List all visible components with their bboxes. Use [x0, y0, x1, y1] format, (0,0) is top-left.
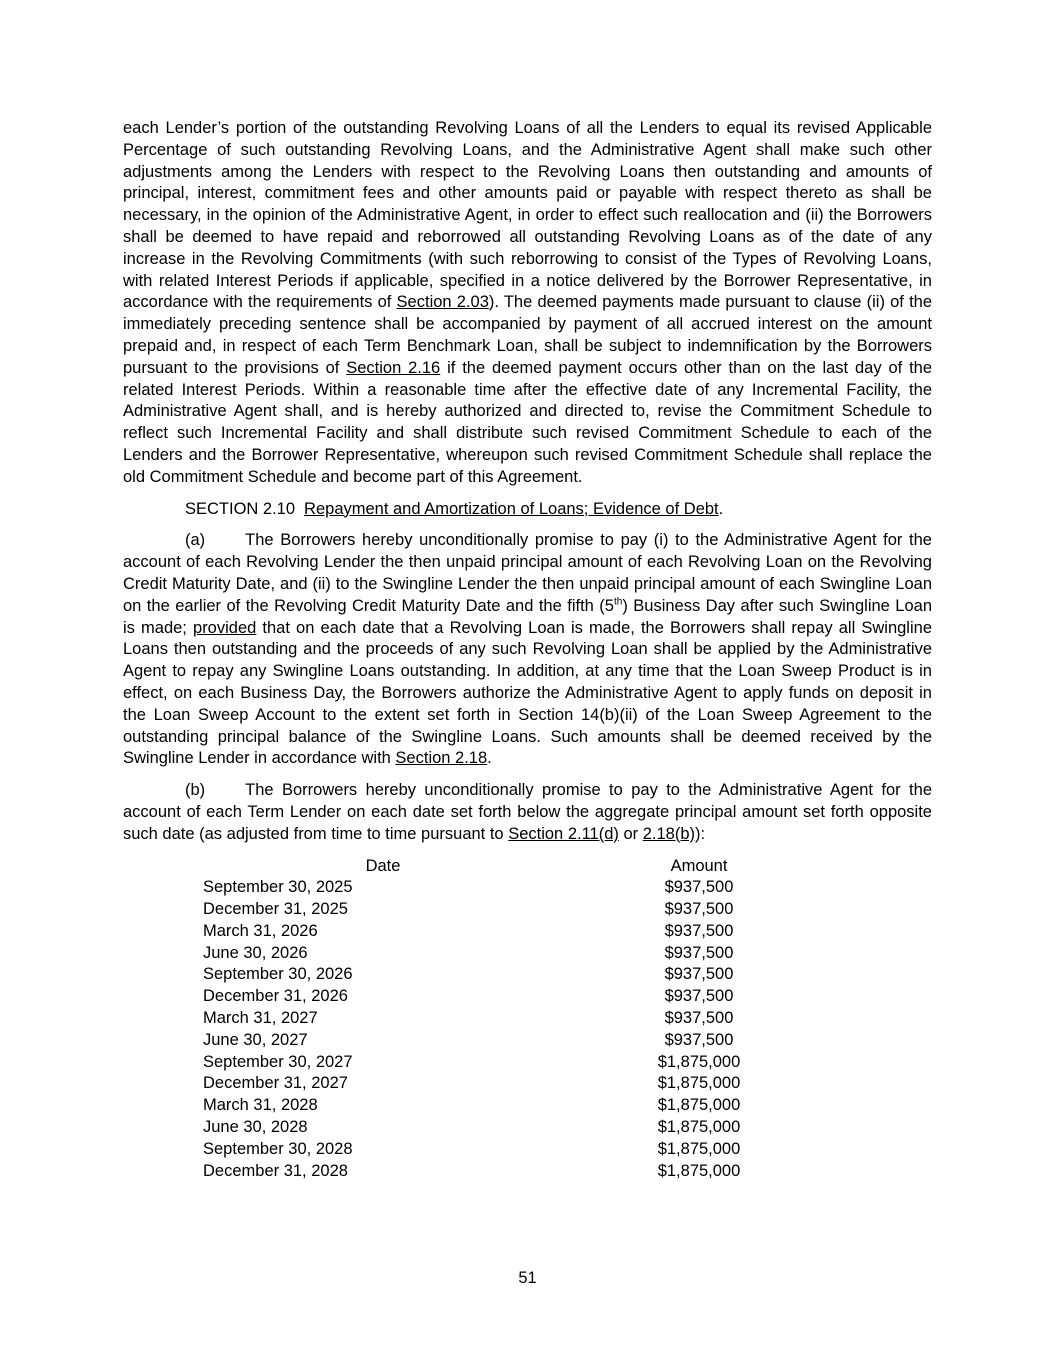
body-paragraph	[123, 118, 932, 489]
payment-date: December 31, 2028	[203, 1161, 348, 1180]
table-row	[203, 1030, 835, 1052]
payment-date: December 31, 2027	[203, 1074, 348, 1093]
payment-date: March 31, 2028	[203, 1096, 318, 1115]
amount-column-header: Amount	[670, 856, 728, 875]
paragraph-text: that on each date that a Revolving Loan is made, the Borrowers shall repay all Swingline Loans then outstanding and the proceeds of any such Revolving Loan shall be applied by the Administrative Agent to repay any Swingline Loans outstanding. In addition, at any time that the Loan Sweep Product is in effect, on each Business Day, the Borrowers authorize the Administrative Agent to apply funds on deposit in the Loan Sweep Account to the extent set forth in Section 14(b)(ii) of the Loan Sweep Agreement to the outstanding principal balance of the Swingline Loans. Such amounts shall be deemed received by the Swingline Lender in accordance with	[123, 618, 932, 768]
table-row	[203, 921, 835, 943]
payment-amount: $937,500	[664, 1009, 734, 1028]
payment-date: September 30, 2026	[203, 965, 353, 984]
table-row	[203, 1117, 835, 1139]
paragraph-text: or	[618, 824, 643, 843]
payment-amount: $937,500	[664, 1030, 734, 1049]
ordinal-suffix: th	[613, 596, 623, 608]
table-row	[203, 1095, 835, 1117]
amortization-schedule	[203, 856, 835, 1183]
section-title-period: .	[718, 499, 724, 518]
section-2-16-ref: Section 2.16	[346, 358, 441, 377]
table-row	[203, 1139, 835, 1161]
paragraph-text: ):	[695, 824, 706, 843]
table-row	[203, 986, 835, 1008]
paragraph-text: The Borrowers hereby unconditionally promise to pay to the Administrative Agent for the account of each Term Lender on each date set forth below the aggregate principal amount set forth opposite such date (as adjusted from time to time pursuant to	[123, 781, 932, 843]
payment-date: March 31, 2027	[203, 1009, 318, 1028]
paragraph-b-marker: (b)	[185, 781, 206, 800]
table-row	[203, 964, 835, 986]
section-heading	[123, 499, 932, 521]
payment-date: March 31, 2026	[203, 921, 318, 940]
payment-amount: $937,500	[664, 965, 734, 984]
table-row	[203, 1052, 835, 1074]
table-row	[203, 943, 835, 965]
table-row	[203, 1008, 835, 1030]
page-number: 51	[518, 1269, 537, 1288]
paragraph-text: if the deemed payment occurs other than on the last day of the related Interest Periods. Within a reasonable time after the effective date of any Incremental Facility, the Administrative Agent shall, and is hereby authorized and directed to, revise the Commitment Schedule to reflect such Incremental Facility and shall distribute such revised Commitment Schedule to each of the Lenders and the Borrower Representative, whereupon such revised Commitment Schedule shall replace the old Commitment Schedule and become part of this Agreement.	[123, 358, 933, 486]
section-2-03-ref: Section 2.03	[396, 293, 489, 312]
payment-date: June 30, 2026	[203, 943, 308, 962]
payment-amount: $1,875,000	[657, 1074, 741, 1093]
paragraph-text: The Borrowers hereby unconditionally promise to pay (i) to the Administrative Agent for the account of each Revolving Lender the then unpaid principal amount of each Revolving Loan on the Revolving Credit Maturity Date, and (ii) to the Swingline Lender the then unpaid principal amount of each Swingline Loan on the earlier of the Revolving Credit Maturity Date and the fifth (5	[123, 531, 932, 615]
payment-date: June 30, 2028	[203, 1118, 308, 1137]
date-column-header: Date	[365, 856, 401, 875]
table-row	[203, 1161, 835, 1183]
table-header-row	[203, 856, 835, 878]
payment-amount: $937,500	[664, 987, 734, 1006]
table-row	[203, 877, 835, 899]
paragraph-text: each Lender’s portion of the outstanding Revolving Loans of all the Lenders to equal its revised Applicable Percentage of such outstanding Revolving Loans, and the Administrative Agent shall make such other adjustments among the Lenders with respect to the Revolving Loans then outstanding and amounts of principal, interest, commitment fees and other amounts paid or payable with respect thereto as shall be necessary, in the opinion of the Administrative Agent, in order to effect such reallocation and (ii) the Borrowers shall be deemed to have repaid and reborrowed all outstanding Revolving Loans as of the date of any increase in the Revolving Commitments (with such reborrowing to consist of the Types of Revolving Loans, with related Interest Periods if applicable, specified in a notice delivered by the Borrower Representative, in accordance with the requirements of	[123, 119, 932, 312]
paragraph-a	[123, 530, 932, 770]
section-2-11d-ref: Section 2.11(d)	[508, 824, 619, 843]
payment-amount: $1,875,000	[657, 1139, 741, 1158]
payment-date: September 30, 2027	[203, 1052, 353, 1071]
payment-amount: $1,875,000	[657, 1161, 741, 1180]
payment-date: December 31, 2025	[203, 900, 348, 919]
table-row	[203, 899, 835, 921]
payment-amount: $937,500	[664, 921, 734, 940]
paragraph-text: ). The deemed payments made pursuant to clause (ii) of the immediately preceding sentence shall be accompanied by payment of all accrued interest on the amount prepaid and, in respect of each Term Benchmark Loan, shall be subject to indemnification by the Borrowers pursuant to the provisions of	[123, 293, 932, 377]
payment-date: June 30, 2027	[203, 1030, 308, 1049]
payment-amount: $1,875,000	[657, 1096, 741, 1115]
section-2-18b-ref: 2.18(b)	[642, 824, 696, 843]
payment-date: September 30, 2025	[203, 878, 353, 897]
payment-amount: $1,875,000	[657, 1118, 741, 1137]
paragraph-b	[123, 780, 932, 845]
paragraph-text: ) Business Day after such Swingline Loan is made;	[123, 596, 932, 637]
paragraph-text: .	[487, 749, 492, 768]
provided-term: provided	[193, 618, 257, 637]
paragraph-a-marker: (a)	[185, 531, 206, 550]
payment-amount: $937,500	[664, 878, 734, 897]
payment-amount: $1,875,000	[657, 1052, 741, 1071]
payment-date: September 30, 2028	[203, 1139, 353, 1158]
payment-amount: $937,500	[664, 900, 734, 919]
table-row	[203, 1073, 835, 1095]
section-2-18-ref: Section 2.18	[395, 749, 488, 768]
section-title: Repayment and Amortization of Loans; Evidence of Debt	[304, 499, 719, 518]
section-number: SECTION 2.10	[185, 499, 296, 518]
payment-date: December 31, 2026	[203, 987, 348, 1006]
payment-amount: $937,500	[664, 943, 734, 962]
